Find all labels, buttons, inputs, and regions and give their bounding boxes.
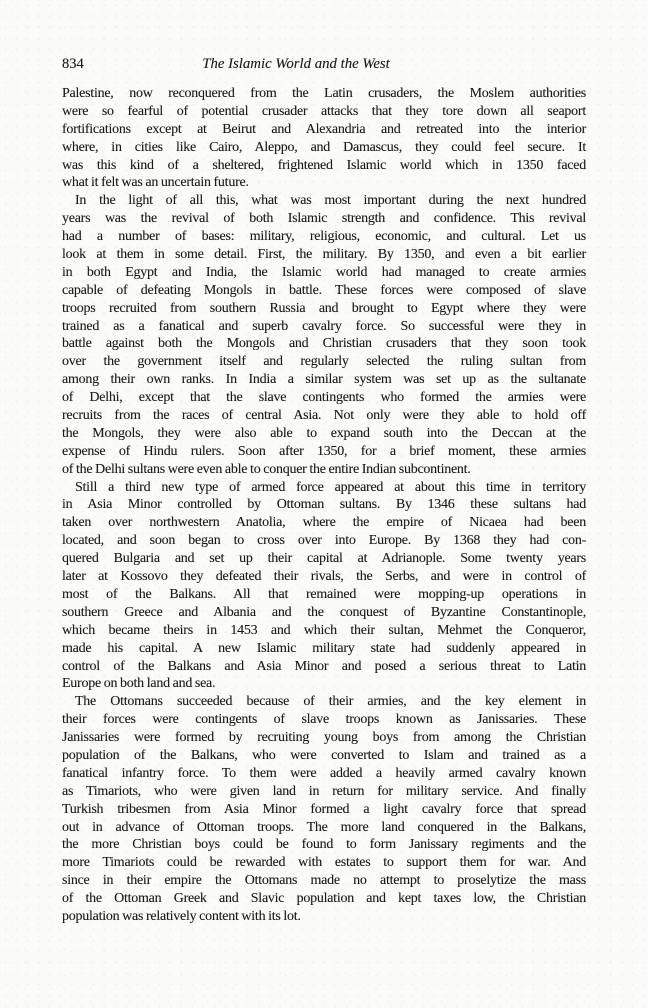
text-line: as Timariots, who were given land in return for military service. And finally — [62, 783, 586, 799]
text-line: capable of defeating Mongols in battle. These forces were composed of slave — [62, 282, 586, 298]
text-line: their forces were contingents of slave troops known as Janissaries. These — [62, 712, 586, 728]
paragraph — [62, 479, 586, 694]
text-line: fanatical infantry force. To them were added a heavily armed cavalry known — [62, 765, 586, 781]
paragraph — [62, 693, 586, 926]
text-line: The Ottomans succeeded because of their armies, and the key element in — [75, 694, 586, 710]
text-line: in both Egypt and India, the Islamic world had managed to create armies — [62, 264, 586, 280]
text-line: was this kind of a sheltered, frightened Islamic world which in 1350 faced — [62, 157, 586, 173]
text-line: quered Bulgaria and set up their capital at Adrianople. Some twenty years — [62, 551, 586, 567]
text-line: what it felt was an uncertain future. — [62, 175, 249, 191]
text-line: located, and soon began to cross over into Europe. By 1368 they had con- — [62, 533, 586, 549]
text-line: In the light of all this, what was most important during the next hundred — [75, 193, 586, 209]
text-line: trained as a fanatical and superb cavalry force. So successful were they in — [62, 318, 586, 334]
text-line: Janissaries were formed by recruiting young boys from among the Christian — [62, 730, 586, 746]
text-line: Palestine, now reconquered from the Latin crusaders, the Moslem authorities — [62, 86, 586, 101]
text-line: recruits from the races of central Asia. Not only were they able to hold off — [62, 408, 586, 424]
text-line: in Asia Minor controlled by Ottoman sultans. By 1346 these sultans had — [62, 497, 586, 513]
text-line: Turkish tribesmen from Asia Minor formed a light cavalry force that spread — [62, 801, 586, 817]
text-line: the more Christian boys could be found to form Janissary regiments and the — [62, 837, 586, 853]
text-line: Still a third new type of armed force appeared at about this time in territory — [75, 479, 586, 495]
text-line: made his capital. A new Islamic military state had suddenly appeared in — [62, 640, 586, 656]
text-line: had a number of bases: military, religious, economic, and cultural. Let us — [62, 229, 586, 245]
text-line: taken over northwestern Anatolia, where the empire of Nicaea had been — [62, 515, 586, 531]
text-line: were so fearful of potential crusader attacks that they tore down all seaport — [62, 103, 586, 119]
text-line: southern Greece and Albania and the conquest of Byzantine Constantinople, — [62, 604, 586, 620]
text-line: of the Ottoman Greek and Slavic population and kept taxes low, the Christian — [62, 891, 586, 907]
text-line: troops recruited from southern Russia and brought to Egypt where they were — [62, 300, 586, 316]
page-body — [62, 85, 586, 926]
paragraph — [62, 85, 586, 192]
text-line: which became theirs in 1453 and which their sultan, Mehmet the Conqueror, — [62, 622, 586, 638]
text-line: population of the Balkans, who were converted to Islam and trained as a — [62, 747, 586, 763]
page-header — [62, 55, 586, 73]
text-line: the Mongols, they were also able to expand south into the Deccan at the — [62, 425, 586, 441]
text-line: of the Delhi sultans were even able to conquer the entire Indian subcontinent. — [62, 461, 471, 477]
text-line: Europe on both land and sea. — [62, 676, 216, 692]
text-line: expense of Hindu rulers. Soon after 1350, for a brief moment, these armies — [62, 443, 586, 459]
text-line: where, in cities like Cairo, Aleppo, and Damascus, they could feel secure. It — [62, 139, 586, 155]
text-line: look at them in some detail. First, the military. By 1350, and even a bit earlier — [62, 247, 586, 263]
text-line: among their own ranks. In India a similar system was set up as the sultanate — [62, 372, 586, 388]
text-line: control of the Balkans and Asia Minor and posed a serious threat to Latin — [62, 658, 586, 674]
text-line: population was relatively content with its lot. — [62, 908, 301, 924]
text-line: over the government itself and regularly selected the ruling sultan from — [62, 354, 586, 370]
text-line: since in their empire the Ottomans made no attempt to proselytize the mass — [62, 873, 586, 889]
text-line: battle against both the Mongols and Christian crusaders that they soon took — [62, 336, 586, 352]
running-head-title: The Islamic World and the West — [202, 56, 390, 72]
text-line: later at Kossovo they defeated their rivals, the Serbs, and were in control of — [62, 569, 586, 585]
text-line: fortifications except at Beirut and Alexandria and retreated into the interior — [62, 121, 586, 137]
text-line: more Timariots could be rewarded with estates to support them for war. And — [62, 855, 586, 871]
page-number: 834 — [62, 56, 84, 72]
text-line: out in advance of Ottoman troops. The more land conquered in the Balkans, — [62, 819, 586, 835]
text-line: of Delhi, except that the slave contingents who formed the armies were — [62, 390, 586, 406]
text-line: years was the revival of both Islamic strength and confidence. This revival — [62, 211, 586, 227]
text-line: most of the Balkans. All that remained were mopping-up operations in — [62, 586, 586, 602]
paragraph — [62, 192, 586, 478]
